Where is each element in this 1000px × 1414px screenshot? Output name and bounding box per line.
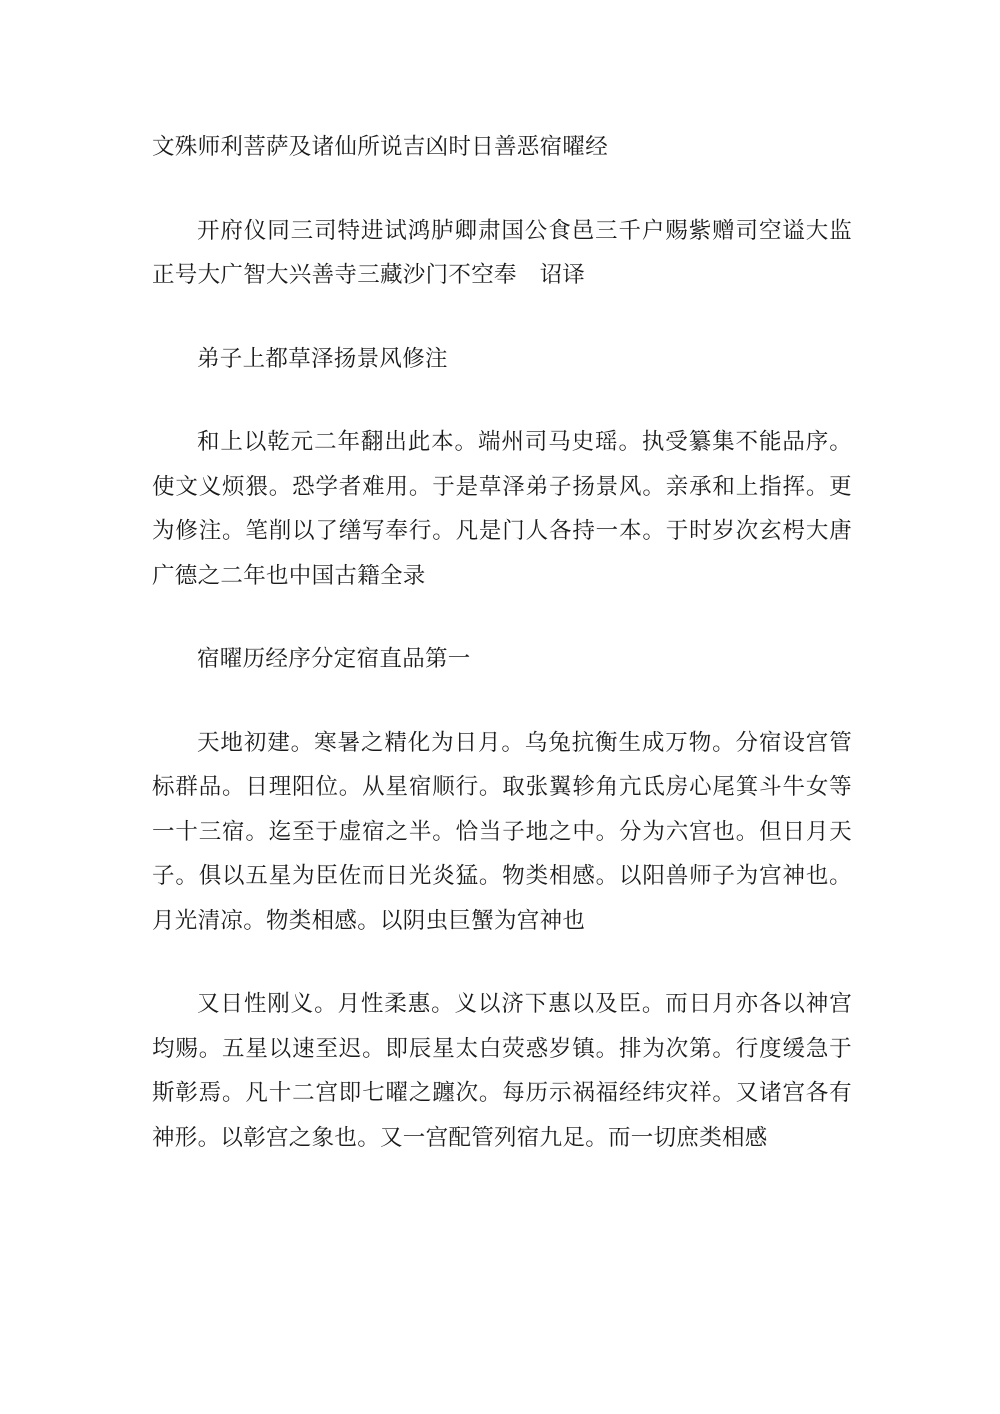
body-paragraph: 又日性刚义。月性柔惠。义以济下惠以及臣。而日月亦各以神宫均赐。五星以速至迟。即辰星太白荧惑岁镇。排为次第。行度缓急于斯彰焉。凡十二宫即七曜之躔次。每历示祸福经纬灾祥。又诸宫各有神形。以彰宫之象也。又一宫配管列宿九足。而一切庶类相感: [152, 991, 852, 1151]
annotator-credit: 弟子上都草泽扬景风修注: [197, 345, 448, 372]
translator-credit: 开府仪同三司特进试鸿胪卿肃国公食邑三千户赐紫赠司空谥大监正号大广智大兴善寺三藏沙门不空奉 诏译: [152, 217, 852, 288]
document-page: [152, 125, 852, 1160]
preface-paragraph: 和上以乾元二年翻出此本。端州司马史瑶。执受纂集不能品序。使文义烦猥。恐学者难用。于是草泽弟子扬景风。亲承和上指挥。更为修注。笔削以了缮写奉行。凡是门人各持一本。于时岁次玄枵大唐广德之二年也中国古籍全录: [152, 429, 852, 589]
chapter-heading: 宿曜历经序分定宿直品第一: [197, 646, 471, 672]
body-paragraph: 天地初建。寒暑之精化为日月。乌兔抗衡生成万物。分宿设宫管标群品。日理阳位。从星宿顺行。取张翼轸角亢氐房心尾箕斗牛女等一十三宿。迄至于虚宿之半。恰当子地之中。分为六宫也。但日月天子。俱以五星为臣佐而日光炎猛。物类相感。以阳兽师子为宫神也。月光清凉。物类相感。以阴虫巨蟹为宫神也: [152, 729, 852, 934]
document-title: 文殊师利菩萨及诸仙所说吉凶时日善恶宿曜经: [152, 134, 609, 160]
